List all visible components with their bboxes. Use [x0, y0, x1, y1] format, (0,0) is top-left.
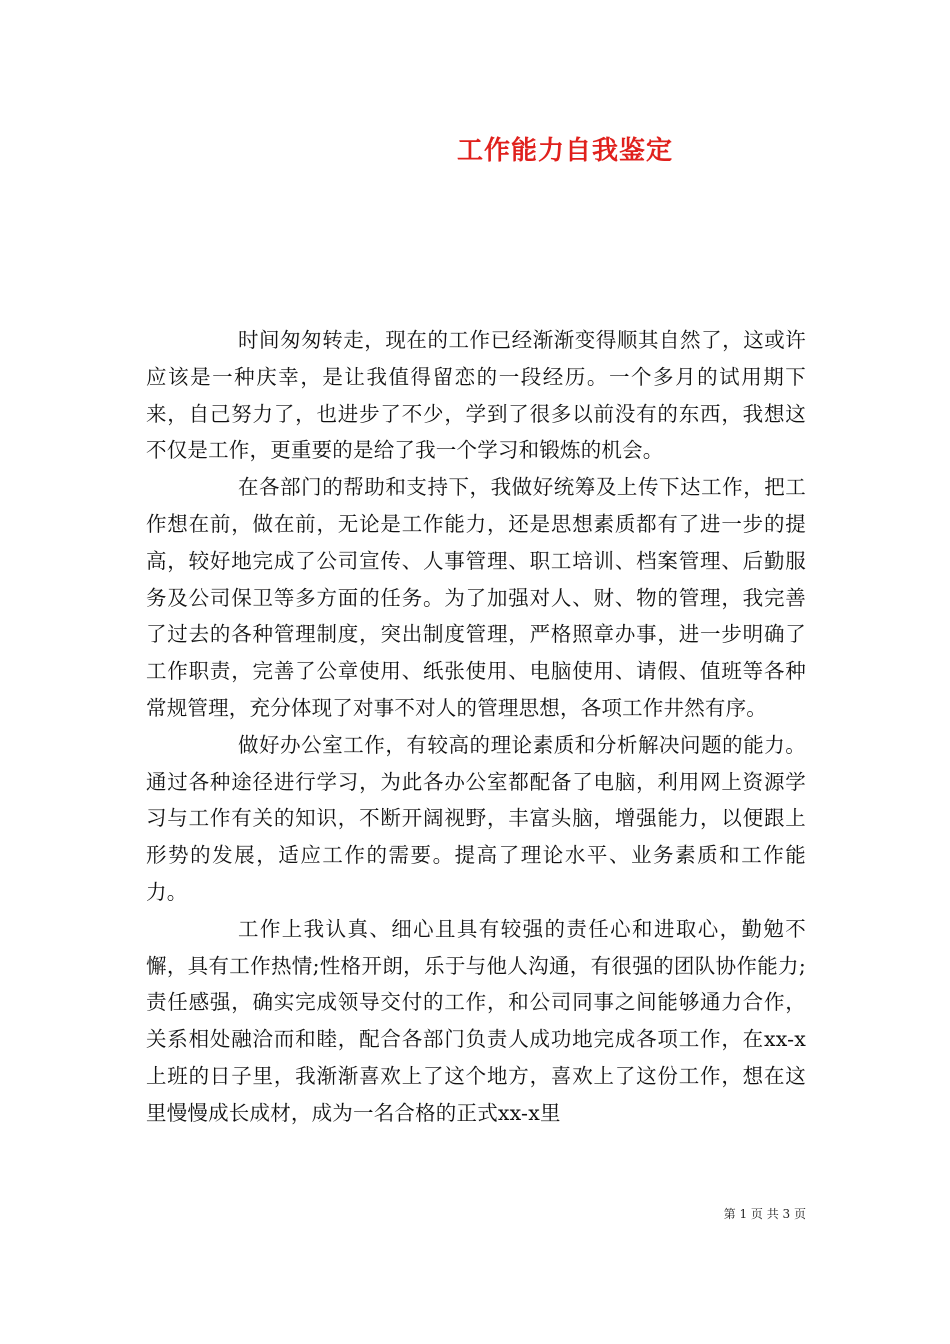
page-number-footer: 第 1 页 共 3 页	[723, 1207, 806, 1221]
paragraph-2: 在各部门的帮助和支持下，我做好统筹及上传下达工作，把工作想在前，做在前，无论是工作能力，还是思想素质都有了进一步的提高，较好地完成了公司宣传、人事管理、职工培训、档案管理、后勤服务及公司保卫等多方面的任务。为了加强对人、财、物的管理，我完善了过去的各种管理制度，突出制度管理，严格照章办事，进一步明确了工作职责，完善了公章使用、纸张使用、电脑使用、请假、值班等各种常规管理，充分体现了对事不对人的管理思想，各项工作井然有序。	[146, 475, 806, 720]
document-title: 工作能力自我鉴定	[456, 136, 673, 166]
paragraph-1: 时间匆匆转走，现在的工作已经渐渐变得顺其自然了，这或许应该是一种庆幸，是让我值得留恋的一段经历。一个多月的试用期下来，自己努力了，也进步了不少，学到了很多以前没有的东西，我想这不仅是工作，更重要的是给了我一个学习和锻炼的机会。	[146, 328, 806, 463]
document-body	[146, 322, 806, 1132]
paragraph-4: 工作上我认真、细心且具有较强的责任心和进取心，勤勉不懈，具有工作热情;性格开朗，乐于与他人沟通，有很强的团队协作能力;责任感强，确实完成领导交付的工作，和公司同事之间能够通力合作，关系相处融洽而和睦，配合各部门负责人成功地完成各项工作，在xx-x上班的日子里，我渐渐喜欢上了这个地方，喜欢上了这份工作，想在这里慢慢成长成材，成为一名合格的正式xx-x里	[146, 916, 806, 1125]
paragraph-3: 做好办公室工作，有较高的理论素质和分析解决问题的能力。通过各种途径进行学习，为此各办公室都配备了电脑，利用网上资源学习与工作有关的知识，不断开阔视野，丰富头脑，增强能力，以便跟上形势的发展，适应工作的需要。提高了理论水平、业务素质和工作能力。	[146, 732, 806, 904]
